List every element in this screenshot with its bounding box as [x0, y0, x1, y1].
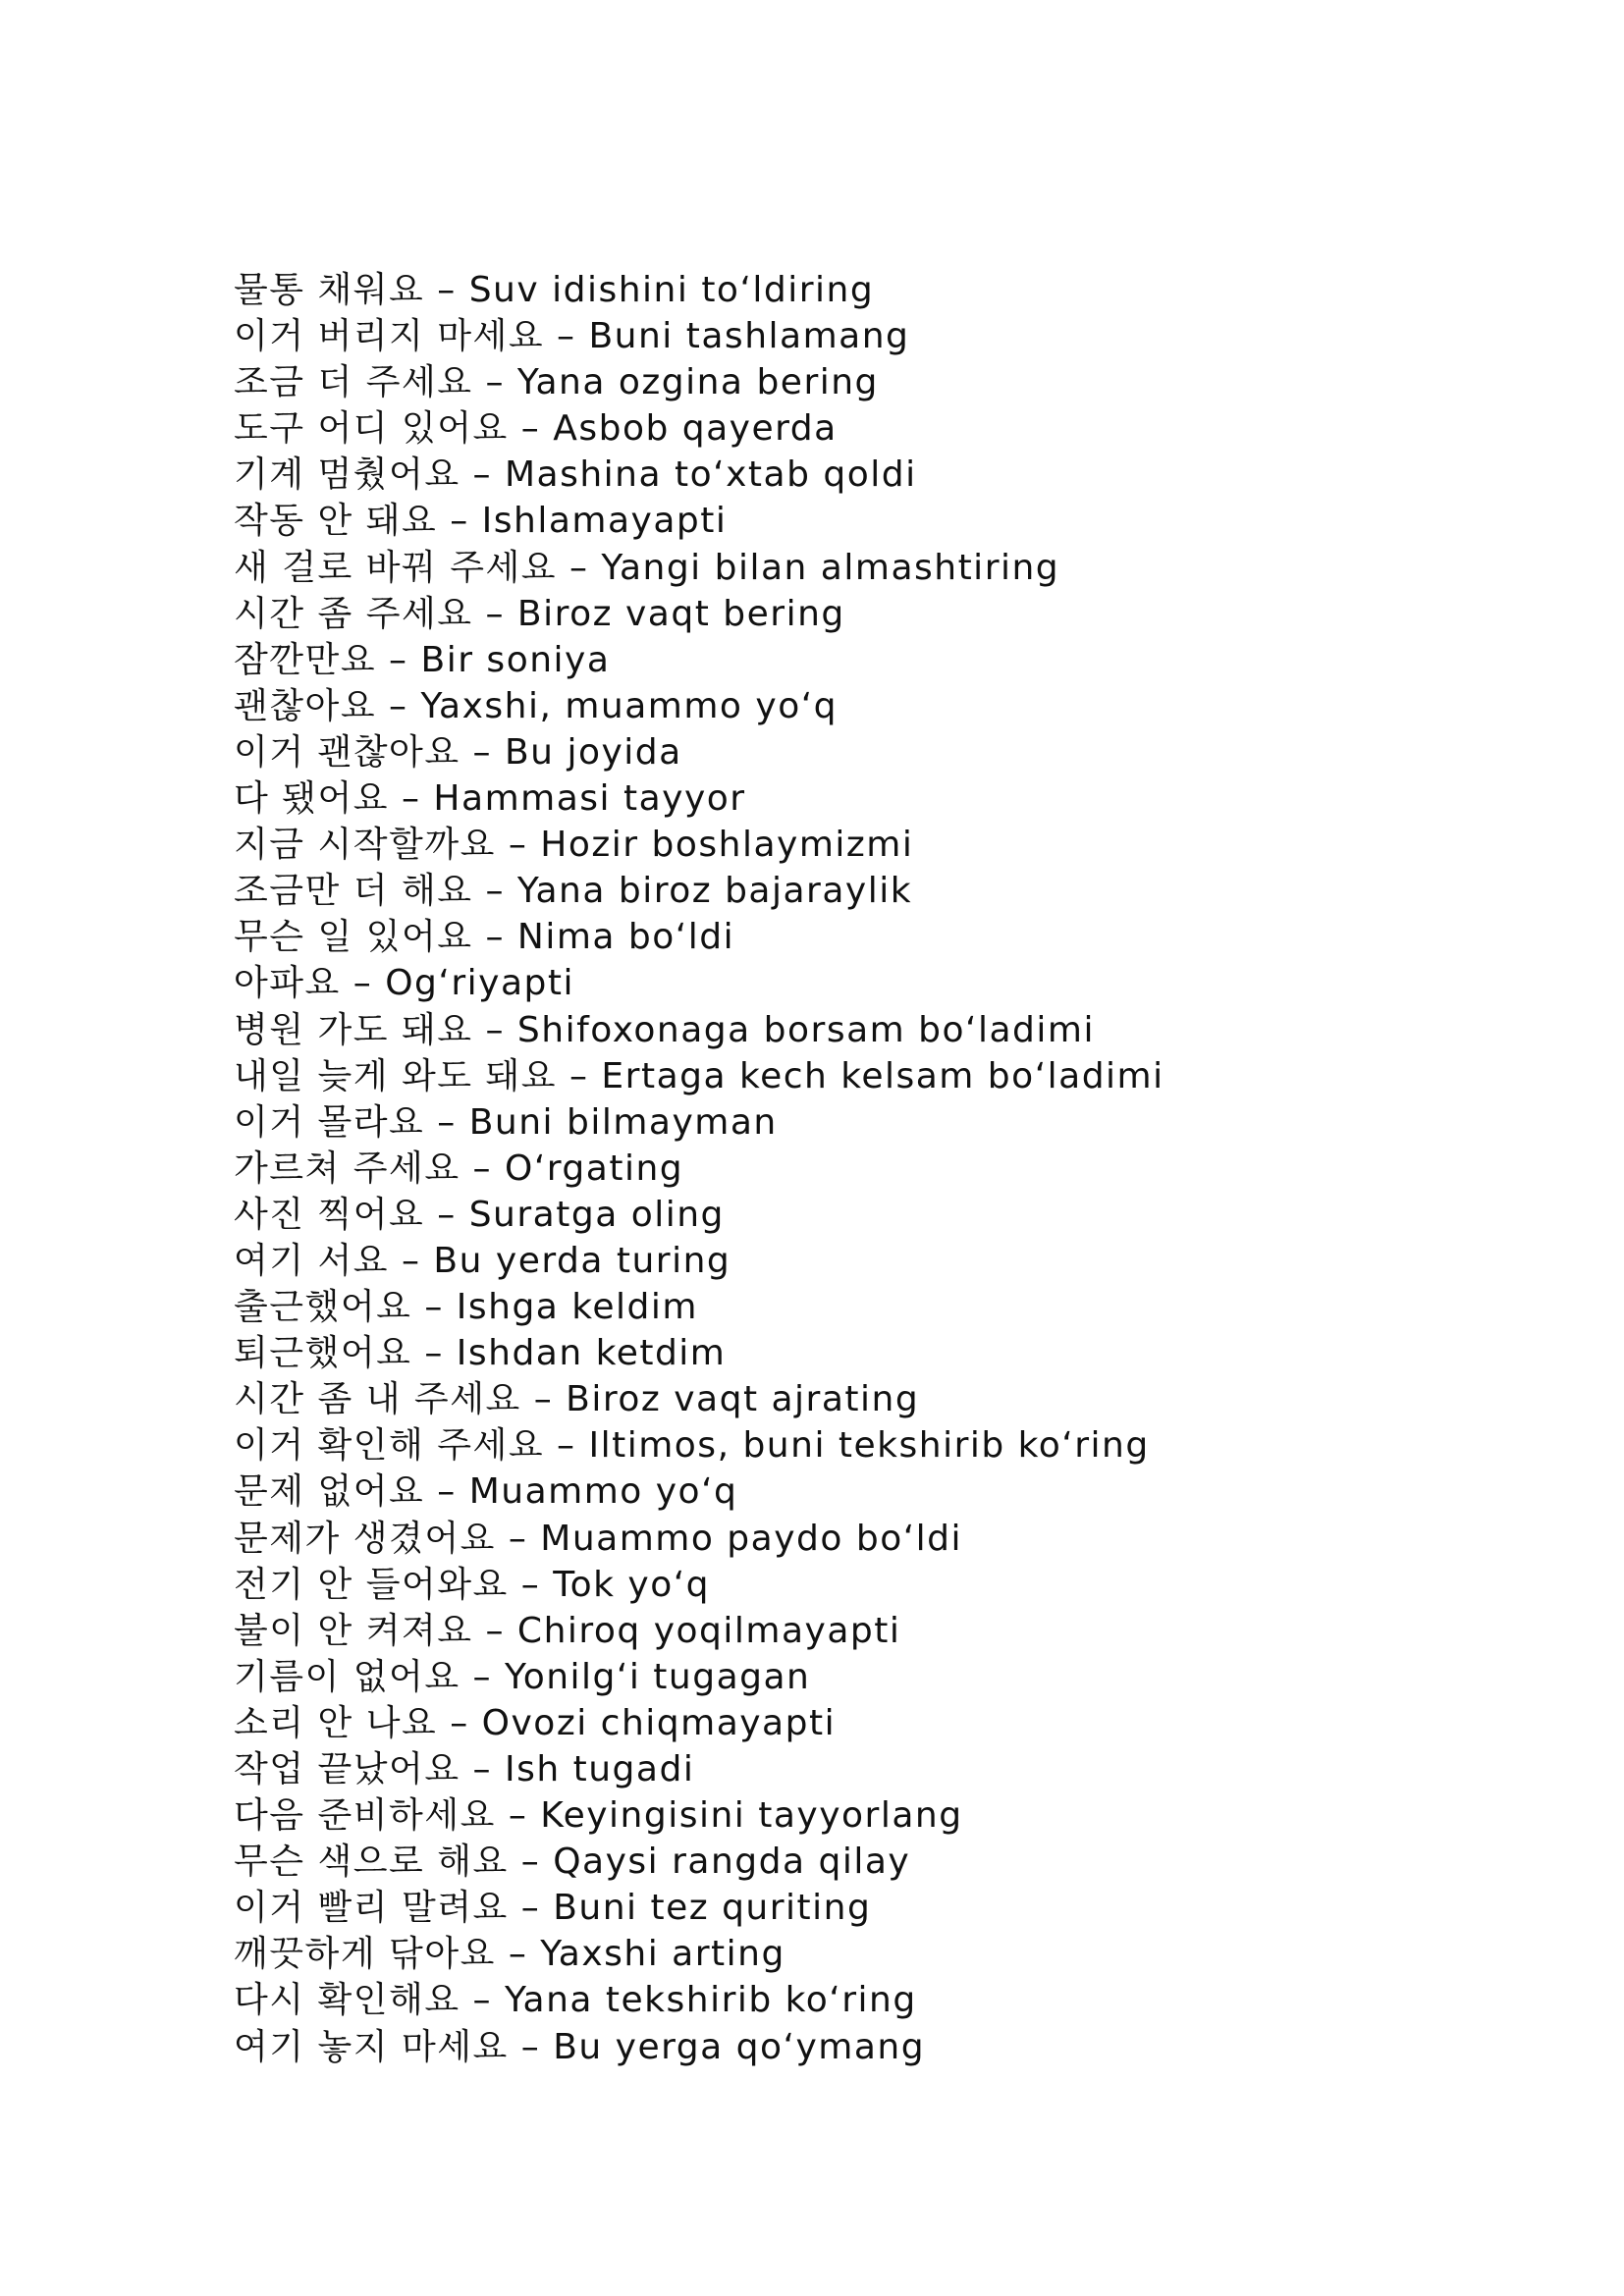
- phrase-line: 시간 좀 주세요 – Biroz vaqt bering: [234, 593, 845, 634]
- phrase-line: 작동 안 돼요 – Ishlamayapti: [234, 501, 728, 542]
- phrase-line: 병원 가도 돼요 – Shifoxonaga borsam bo‘ladimi: [234, 1009, 1095, 1050]
- phrase-line: 잠깐만요 – Bir soniya: [234, 639, 611, 680]
- phrase-line: 깨끗하게 닦아요 – Yaxshi arting: [234, 1934, 785, 1975]
- phrase-line: 가르쳐 주세요 – O‘rgating: [234, 1148, 684, 1189]
- phrase-line: 조금만 더 해요 – Yana biroz bajaraylik: [234, 871, 913, 912]
- phrase-line: 다음 준비하세요 – Keyingisini tayyorlang: [234, 1795, 963, 1837]
- phrase-line: 다 됐어요 – Hammasi tayyor: [234, 778, 746, 820]
- phrase-line: 퇴근했어요 – Ishdan ketdim: [234, 1333, 727, 1374]
- phrase-line: 기름이 없어요 – Yonilg‘i tugagan: [234, 1656, 811, 1697]
- phrase-line: 기계 멈췄어요 – Mashina to‘xtab qoldi: [234, 454, 917, 496]
- phrase-line: 내일 늦게 와도 돼요 – Ertaga kech kelsam bo‘ladimi: [234, 1055, 1164, 1096]
- phrase-line: 문제가 생겼어요 – Muammo paydo bo‘ldi: [234, 1518, 963, 1559]
- phrase-line: 다시 확인해요 – Yana tekshirib ko‘ring: [234, 1980, 917, 2021]
- phrase-line: 출근했어요 – Ishga keldim: [234, 1287, 698, 1328]
- phrase-line: 전기 안 들어와요 – Tok yo‘q: [234, 1564, 711, 1605]
- phrase-line: 아파요 – Og‘riyapti: [234, 963, 574, 1004]
- phrase-line: 무슨 일 있어요 – Nima bo‘ldi: [234, 917, 735, 958]
- phrase-line: 시간 좀 내 주세요 – Biroz vaqt ajrating: [234, 1379, 920, 1420]
- phrase-line: 이거 버리지 마세요 – Buni tashlamang: [234, 316, 910, 357]
- phrase-line: 이거 빨리 말려요 – Buni tez quriting: [234, 1888, 872, 1929]
- phrase-line: 사진 찍어요 – Suratga oling: [234, 1194, 725, 1235]
- phrase-line: 불이 안 켜져요 – Chiroq yoqilmayapti: [234, 1610, 901, 1651]
- phrase-line: 이거 몰라요 – Buni bilmayman: [234, 1101, 778, 1143]
- phrase-line: 새 걸로 바꿔 주세요 – Yangi bilan almashtiring: [234, 547, 1060, 588]
- phrase-line: 작업 끝났어요 – Ish tugadi: [234, 1749, 695, 1789]
- phrase-line: 조금 더 주세요 – Yana ozgina bering: [234, 362, 879, 403]
- phrase-line: 여기 서요 – Bu yerda turing: [234, 1240, 731, 1281]
- phrase-list: [234, 267, 1412, 2070]
- phrase-line: 도구 어디 있어요 – Asbob qayerda: [234, 408, 838, 450]
- phrase-line: 여기 놓지 마세요 – Bu yerga qo‘ymang: [234, 2026, 926, 2067]
- phrase-line: 무슨 색으로 해요 – Qaysi rangda qilay: [234, 1842, 911, 1883]
- phrase-line: 괜찮아요 – Yaxshi, muammo yo‘q: [234, 685, 839, 726]
- phrase-line: 이거 괜찮아요 – Bu joyida: [234, 731, 682, 773]
- phrase-line: 소리 안 나요 – Ovozi chiqmayapti: [234, 1702, 837, 1743]
- phrase-line: 문제 없어요 – Muammo yo‘q: [234, 1471, 738, 1513]
- phrase-line: 물통 채워요 – Suv idishini to‘ldiring: [234, 270, 875, 310]
- phrase-line: 지금 시작할까요 – Hozir boshlaymizmi: [234, 825, 914, 866]
- phrase-line: 이거 확인해 주세요 – Iltimos, buni tekshirib ko‘ring: [234, 1425, 1150, 1467]
